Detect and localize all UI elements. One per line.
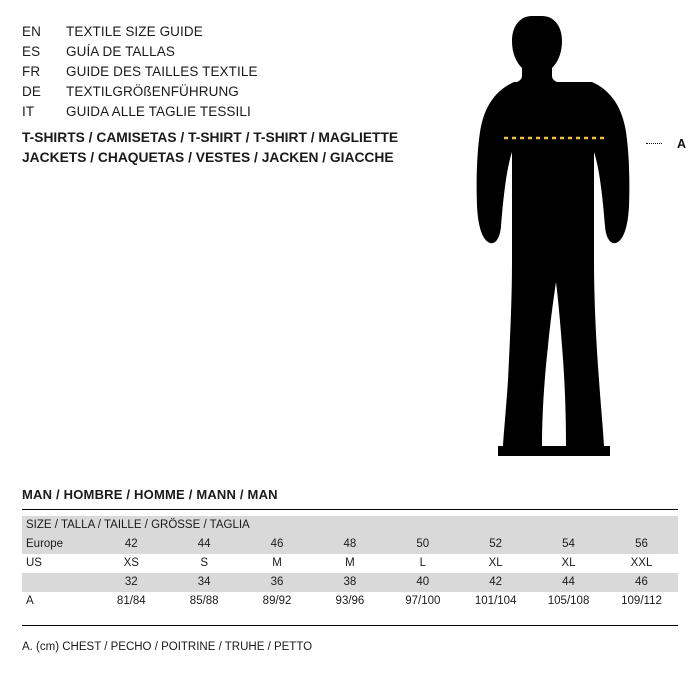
table-cell: 32 <box>95 573 168 592</box>
table-header-cell: SIZE / TALLA / TAILLE / GRÖSSE / TAGLIA <box>22 516 678 535</box>
language-title: GUÍA DE TALLAS <box>66 44 175 59</box>
table-cell: 46 <box>605 573 678 592</box>
table-bottom-rule <box>22 625 678 626</box>
table-cell: 36 <box>241 573 314 592</box>
table-cell: 42 <box>95 535 168 554</box>
category-line-jackets: JACKETS / CHAQUETAS / VESTES / JACKEN / GIACCHE <box>22 150 394 165</box>
size-table-wrap <box>22 516 678 611</box>
language-code: FR <box>22 64 41 79</box>
size-table <box>22 516 678 611</box>
table-cell: 40 <box>386 573 459 592</box>
table-cell: M <box>241 554 314 573</box>
table-cell: 54 <box>532 535 605 554</box>
language-title: TEXTILGRÖßENFÜHRUNG <box>66 84 239 99</box>
row-label: Europe <box>22 535 95 554</box>
footnote-chest: A. (cm) CHEST / PECHO / POITRINE / TRUHE / PETTO <box>22 641 313 653</box>
section-heading-man: MAN / HOMBRE / HOMME / MANN / MAN <box>22 487 278 502</box>
table-header-row <box>22 516 678 535</box>
table-cell: 38 <box>314 573 387 592</box>
table-cell: XS <box>95 554 168 573</box>
table-cell: 85/88 <box>168 592 241 611</box>
language-row <box>22 102 442 122</box>
table-cell: 50 <box>386 535 459 554</box>
measure-leader-line <box>646 143 662 144</box>
table-cell: 93/96 <box>314 592 387 611</box>
language-code: EN <box>22 24 41 39</box>
table-cell: 52 <box>459 535 532 554</box>
language-title: TEXTILE SIZE GUIDE <box>66 24 203 39</box>
language-code: ES <box>22 44 41 59</box>
table-cell: 44 <box>532 573 605 592</box>
table-cell: 34 <box>168 573 241 592</box>
table-row <box>22 592 678 611</box>
language-row <box>22 22 442 42</box>
table-cell: 97/100 <box>386 592 459 611</box>
table-cell: 48 <box>314 535 387 554</box>
table-cell: 46 <box>241 535 314 554</box>
language-header-block <box>22 22 442 122</box>
table-cell: 89/92 <box>241 592 314 611</box>
table-row <box>22 573 678 592</box>
measure-label-a: A <box>676 137 686 151</box>
table-cell: 44 <box>168 535 241 554</box>
table-cell: 42 <box>459 573 532 592</box>
table-top-rule <box>22 509 678 510</box>
table-cell: XXL <box>605 554 678 573</box>
table-cell: M <box>314 554 387 573</box>
language-row <box>22 42 442 62</box>
table-row <box>22 554 678 573</box>
language-code: DE <box>22 84 41 99</box>
table-cell: 101/104 <box>459 592 532 611</box>
table-cell: 109/112 <box>605 592 678 611</box>
category-line-tshirts: T-SHIRTS / CAMISETAS / T-SHIRT / T-SHIRT / MAGLIETTE <box>22 130 399 145</box>
table-cell: XL <box>459 554 532 573</box>
table-cell: S <box>168 554 241 573</box>
row-label <box>22 573 95 592</box>
table-cell: XL <box>532 554 605 573</box>
language-title: GUIDE DES TAILLES TEXTILE <box>66 64 258 79</box>
language-row <box>22 82 442 102</box>
table-row <box>22 535 678 554</box>
row-label: A <box>22 592 95 611</box>
table-cell: 56 <box>605 535 678 554</box>
category-block <box>22 128 482 168</box>
language-title: GUIDA ALLE TAGLIE TESSILI <box>66 104 251 119</box>
table-cell: 105/108 <box>532 592 605 611</box>
language-code: IT <box>22 104 35 119</box>
table-cell: L <box>386 554 459 573</box>
table-cell: 81/84 <box>95 592 168 611</box>
silhouette-icon <box>470 10 690 470</box>
language-row <box>22 62 442 82</box>
row-label: US <box>22 554 95 573</box>
man-silhouette-figure <box>470 10 690 470</box>
